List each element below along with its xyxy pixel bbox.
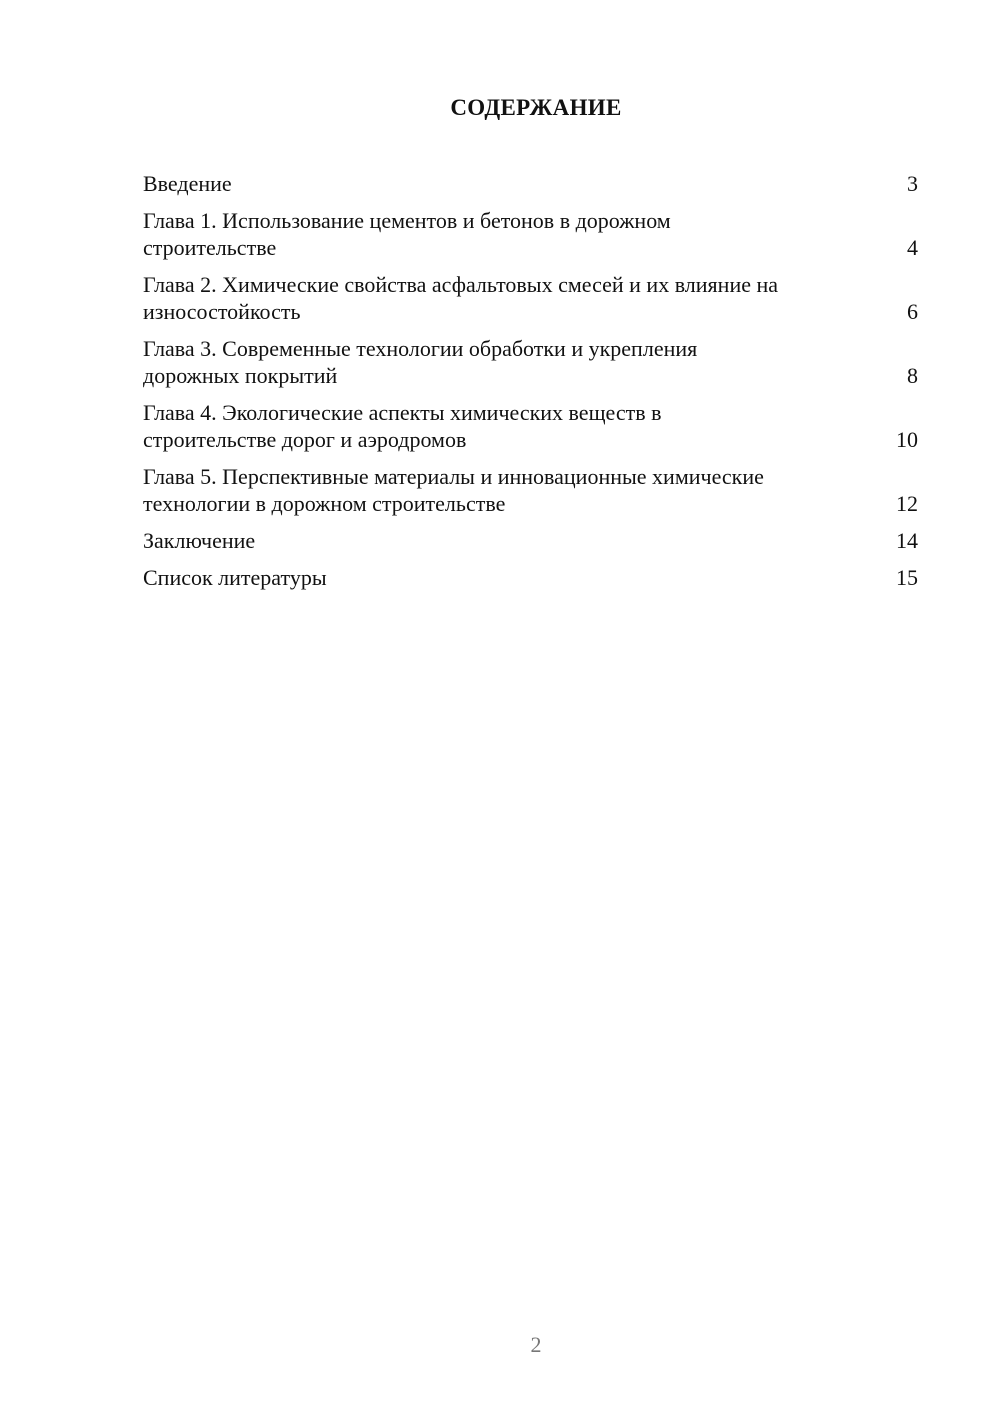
toc-entry-chapter-1 (143, 207, 918, 261)
toc-entry-chapter-3 (143, 335, 918, 389)
toc-entry-text: Глава 5. Перспективные материалы и инновационные химические технологии в дорожном строительстве (143, 464, 764, 516)
toc-entry-page: 15 (896, 565, 918, 590)
toc-entry-page: 4 (907, 235, 918, 260)
page-number: 2 (530, 1332, 542, 1357)
page-title: СОДЕРЖАНИЕ (450, 95, 622, 120)
toc-entry-text: Глава 1. Использование цементов и бетонов в дорожном строительстве (143, 208, 671, 260)
toc-entry-page: 3 (907, 171, 918, 196)
toc-entry-text: Глава 3. Современные технологии обработки и укрепления дорожных покрытий (143, 336, 698, 388)
toc-entry-text: Заключение (143, 528, 256, 553)
toc-entry-page: 8 (907, 363, 918, 388)
toc-entry-page: 14 (896, 528, 918, 553)
toc-entry-chapter-2 (143, 271, 918, 325)
toc-entry-chapter-5 (143, 463, 918, 517)
toc-entry-page: 6 (907, 299, 918, 324)
table-of-contents (143, 170, 918, 601)
toc-entry-text: Глава 2. Химические свойства асфальтовых смесей и их влияние на износостойкость (143, 272, 779, 324)
toc-entry-conclusion (143, 527, 918, 554)
toc-entry-chapter-4 (143, 399, 918, 453)
toc-entry-page: 12 (896, 491, 918, 516)
toc-entry-text: Глава 4. Экологические аспекты химических веществ в строительстве дорог и аэродромов (143, 400, 662, 452)
toc-entry-page: 10 (896, 427, 918, 452)
toc-entry-references (143, 564, 918, 591)
toc-entry-text: Введение (143, 171, 232, 196)
toc-entry-text: Список литературы (143, 565, 327, 590)
toc-entry-introduction (143, 170, 918, 197)
